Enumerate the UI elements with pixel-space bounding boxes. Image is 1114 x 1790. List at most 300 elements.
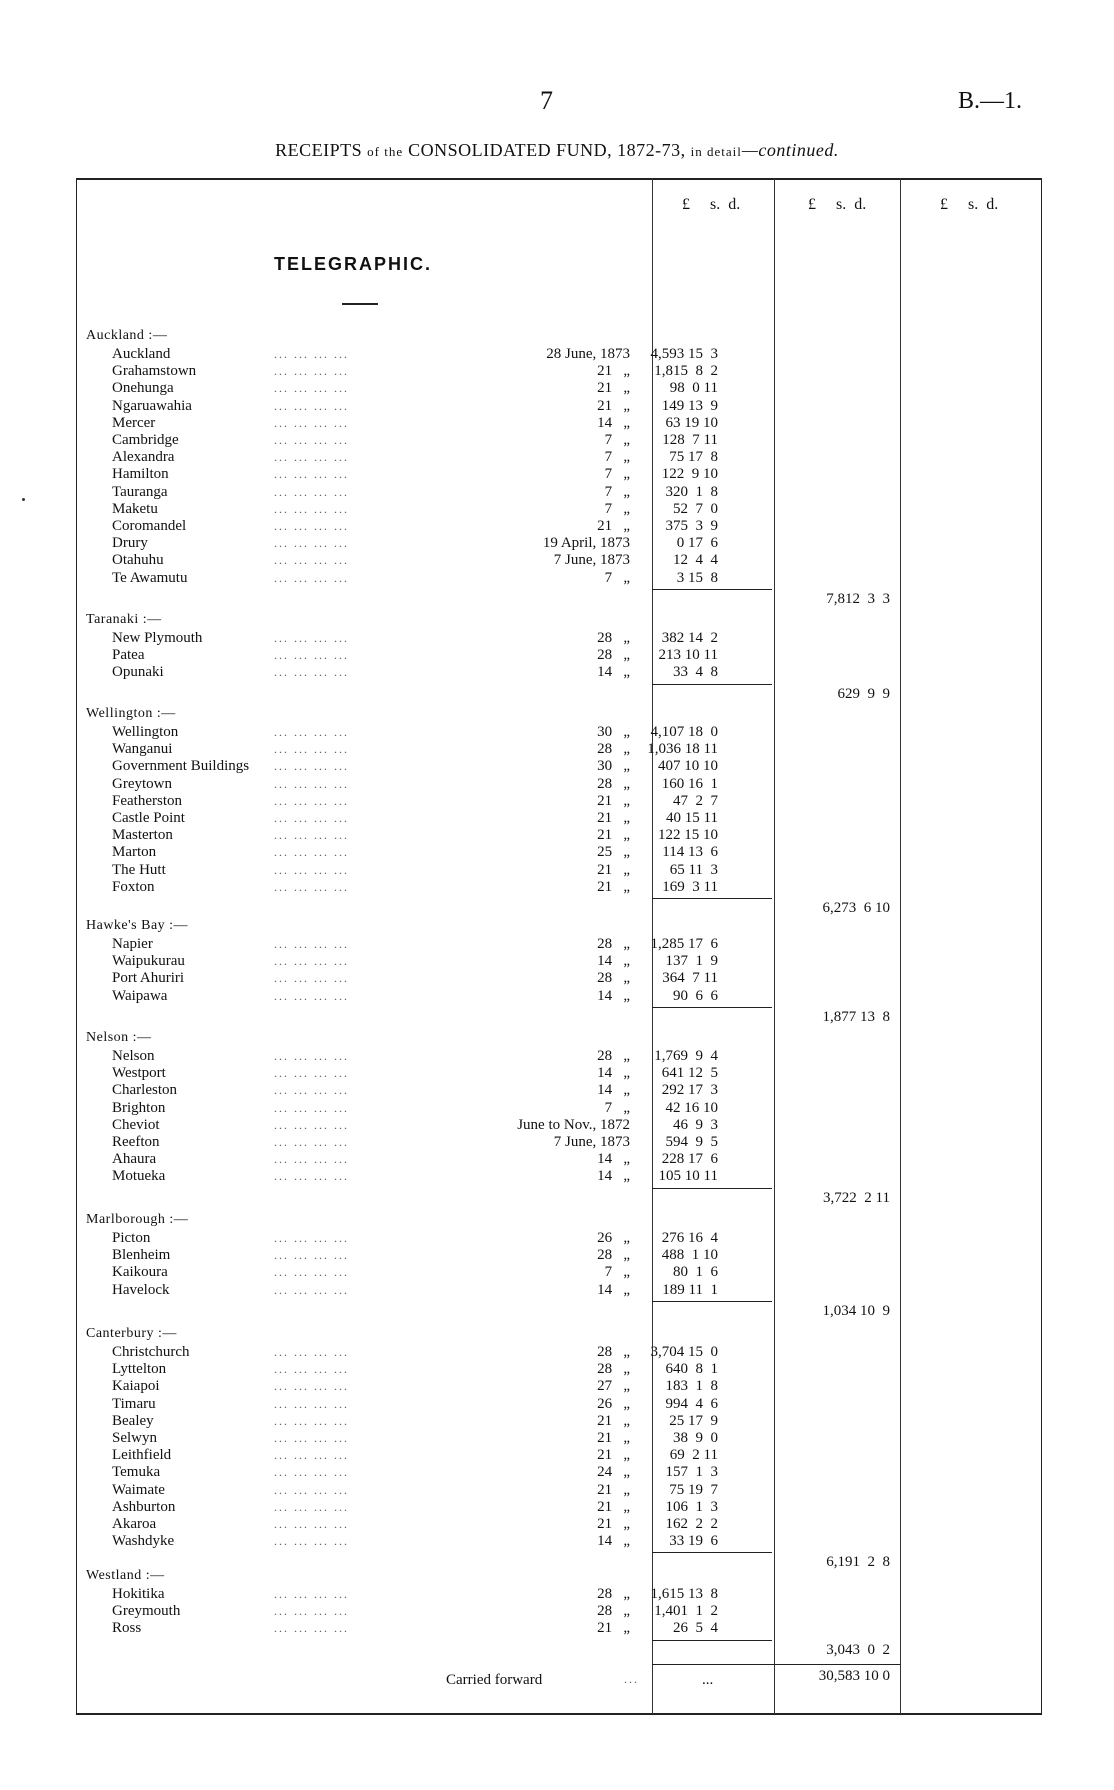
row-amount: 137 1 9 [665, 953, 718, 970]
leader-dots: ... ... ... ... [274, 1517, 349, 1531]
row-amount: 75 17 8 [669, 449, 718, 466]
section-heading: Hawke's Bay :— [86, 918, 189, 933]
row-date: 28 „ [597, 1247, 630, 1264]
row-amount: 213 10 11 [658, 647, 718, 664]
table-row [0, 724, 1114, 741]
row-amount: 228 17 6 [661, 1151, 718, 1168]
row-date: 28 „ [597, 630, 630, 646]
table-row [0, 647, 1114, 664]
row-date: 28 „ [597, 970, 630, 987]
table-row [0, 1100, 1114, 1117]
office-name: Hokitika [112, 1586, 165, 1602]
office-name: Bealey [112, 1412, 154, 1429]
section-total: 7,812 3 3 [826, 590, 890, 607]
leader-dots: ... ... ... ... [274, 1534, 349, 1549]
leader-dots: ... ... ... ... [274, 1362, 349, 1377]
leader-dots: ... ... ... ... [274, 793, 349, 808]
row-amount: 1,036 18 11 [647, 741, 718, 758]
row-date: 28 „ [597, 1048, 630, 1064]
leader-dots: ... ... ... ... [274, 776, 349, 791]
leader-dots: ... ... ... ... [274, 631, 349, 645]
row-amount: 46 9 3 [673, 1116, 718, 1133]
section-total: 3,043 0 2 [826, 1641, 890, 1658]
leader-dots: ... ... ... ... [274, 570, 349, 585]
office-name: Waipawa [112, 987, 168, 1004]
row-date: 21 „ [597, 518, 630, 534]
office-name: Charleston [112, 1082, 177, 1099]
office-name: Waipukurau [112, 953, 185, 970]
leader-dots: ... ... ... ... [274, 364, 349, 379]
row-amount: 382 14 2 [661, 630, 718, 646]
carried-forward-label: Carried forward [446, 1672, 543, 1688]
subtotal-rule [652, 1188, 772, 1189]
office-name: Tauranga [112, 483, 168, 500]
column-header-2: £ s. d. [808, 196, 867, 213]
row-amount: 65 11 3 [669, 861, 718, 878]
table-row [0, 1230, 1114, 1247]
table-row [0, 415, 1114, 432]
section-heading: Auckland :— [86, 328, 168, 343]
row-date: 7 „ [604, 500, 630, 517]
table-row [0, 1533, 1114, 1550]
row-date: 7 „ [604, 483, 630, 500]
office-name: Castle Point [112, 810, 185, 826]
row-amount: 162 2 2 [665, 1516, 718, 1532]
table-row [0, 1048, 1114, 1065]
carried-forward-rule [652, 1664, 900, 1665]
row-amount: 114 13 6 [662, 844, 718, 861]
row-amount: 407 10 10 [658, 758, 718, 775]
row-amount: 364 7 11 [662, 970, 718, 987]
row-amount: 33 4 8 [673, 664, 718, 681]
row-amount: 594 9 5 [665, 1134, 718, 1150]
leader-dots: ... [624, 1672, 639, 1686]
row-date: 25 „ [597, 844, 630, 861]
row-amount: 122 9 10 [661, 466, 718, 483]
office-name: Coromandel [112, 518, 187, 534]
row-amount: 12 4 4 [673, 552, 718, 569]
office-name: Ngaruawahia [112, 397, 192, 414]
subtotal-rule [652, 1552, 772, 1553]
leader-dots: ... ... ... ... [274, 501, 349, 516]
row-amount: 488 1 10 [661, 1247, 718, 1264]
row-date: 30 „ [597, 724, 630, 740]
table-row [0, 1482, 1114, 1499]
row-date: 14 „ [597, 1065, 630, 1082]
row-amount: 375 3 9 [665, 518, 718, 534]
table-row [0, 1586, 1114, 1603]
office-name: Westport [112, 1065, 166, 1082]
office-name: Ahaura [112, 1151, 157, 1168]
office-name: Marton [112, 844, 157, 861]
column-header-3: £ s. d. [940, 196, 999, 213]
office-name: Waimate [112, 1481, 165, 1498]
office-name: Drury [112, 535, 148, 552]
leader-dots: ... ... ... ... [274, 1100, 349, 1115]
row-date: 28 „ [597, 647, 630, 664]
office-name: Lyttelton [112, 1361, 167, 1378]
row-date: 7 June, 1873 [553, 1134, 630, 1150]
office-name: Leithfield [112, 1447, 172, 1464]
table-row [0, 1282, 1114, 1299]
leader-dots: ... ... ... ... [274, 519, 349, 533]
office-name: Alexandra [112, 449, 175, 466]
row-date: 21 „ [597, 792, 630, 809]
title-part: CONSOLIDATED FUND, 1872-73, [408, 140, 686, 160]
office-name: Blenheim [112, 1247, 171, 1264]
table-row [0, 988, 1114, 1005]
leader-dots: ... ... ... ... [274, 811, 349, 825]
leader-dots: ... ... ... ... [274, 1169, 349, 1184]
row-date: 21 „ [597, 380, 630, 397]
row-date: 21 „ [597, 363, 630, 380]
table-row [0, 380, 1114, 397]
table-row [0, 1065, 1114, 1082]
office-name: Cheviot [112, 1116, 160, 1133]
table-row [0, 1620, 1114, 1637]
row-amount: 3 15 8 [676, 569, 718, 586]
table-row [0, 398, 1114, 415]
leader-dots: ... ... ... ... [274, 536, 349, 551]
office-name: Wellington [112, 724, 179, 740]
office-name: Mercer [112, 414, 156, 431]
table-row [0, 862, 1114, 879]
office-name: Government Buildings [112, 758, 250, 775]
table-row [0, 535, 1114, 552]
table-row [0, 346, 1114, 363]
table-row [0, 844, 1114, 861]
document-reference: B.—1. [958, 88, 1023, 114]
office-name: Napier [112, 936, 153, 952]
leader-dots: ... ... ... ... [274, 1066, 349, 1081]
row-amount: 98 0 11 [669, 380, 718, 397]
leader-dots: ... ... ... ... [274, 1117, 349, 1132]
row-date: 14 „ [597, 414, 630, 431]
section-total: 1,034 10 9 [822, 1302, 890, 1319]
table-row [0, 970, 1114, 987]
office-name: Hamilton [112, 466, 169, 483]
table-row [0, 1134, 1114, 1151]
row-date: 14 „ [597, 1281, 630, 1298]
row-amount: 994 4 6 [665, 1395, 718, 1412]
office-name: The Hutt [112, 861, 166, 878]
leader-dots: ... ... ... ... [274, 1248, 349, 1263]
row-amount: 80 1 6 [673, 1264, 718, 1281]
leader-dots: ... ... ... ... [274, 1152, 349, 1167]
row-date: 28 „ [597, 741, 630, 758]
office-name: Greymouth [112, 1603, 181, 1620]
row-date: 21 „ [597, 861, 630, 878]
table-row [0, 1168, 1114, 1185]
leader-dots: ... ... ... ... [274, 759, 349, 774]
table-row [0, 1151, 1114, 1168]
row-date: 19 April, 1873 [542, 535, 630, 552]
table-row [0, 1396, 1114, 1413]
column-header-1: £ s. d. [682, 196, 741, 213]
leader-dots: ... ... ... ... [274, 415, 349, 430]
section-total: 6,191 2 8 [826, 1554, 890, 1571]
table-row [0, 936, 1114, 953]
leader-dots: ... ... ... ... [274, 1465, 349, 1480]
row-amount: 169 3 11 [662, 878, 718, 895]
section-total: 629 9 9 [837, 685, 890, 702]
subtotal-rule [652, 898, 772, 899]
row-amount: 26 5 4 [673, 1620, 718, 1637]
row-amount: 106 1 3 [665, 1498, 718, 1515]
row-amount: 4,593 15 3 [650, 346, 718, 362]
row-date: 14 „ [597, 1533, 630, 1550]
row-date: 7 June, 1873 [553, 552, 630, 569]
row-date: 14 „ [597, 1082, 630, 1099]
office-name: Opunaki [112, 664, 164, 681]
row-amount: 47 2 7 [673, 792, 718, 809]
leader-dots: ... ... ... ... [274, 1413, 349, 1428]
leader-dots: ... ... ... ... [274, 1135, 349, 1149]
section-heading: Nelson :— [86, 1030, 152, 1045]
leader-dots: ... ... ... ... [274, 484, 349, 499]
leader-dots: ... ... ... ... [274, 1587, 349, 1601]
leader-dots: ... ... ... ... [274, 1379, 349, 1394]
table-row [0, 1117, 1114, 1134]
row-amount: 90 6 6 [673, 987, 718, 1004]
table-row [0, 1430, 1114, 1447]
row-amount: 1,615 13 8 [650, 1586, 718, 1602]
row-date: 14 „ [597, 1168, 630, 1185]
leader-dots: ... ... ... ... [274, 937, 349, 951]
office-name: Foxton [112, 878, 155, 895]
row-date: 21 „ [597, 1498, 630, 1515]
row-date: 21 „ [597, 810, 630, 826]
row-date: 28 „ [597, 1344, 630, 1360]
row-date: 26 „ [597, 1230, 630, 1246]
row-amount: 1,401 1 2 [654, 1603, 718, 1620]
office-name: Patea [112, 647, 145, 664]
table-row [0, 953, 1114, 970]
row-date: 28 „ [597, 775, 630, 792]
row-amount: 33 19 6 [669, 1533, 718, 1550]
leader-dots: ... ... ... ... [274, 347, 349, 361]
row-date: 14 „ [597, 1151, 630, 1168]
row-date: 21 „ [597, 878, 630, 895]
row-amount: 75 19 7 [669, 1481, 718, 1498]
row-date: 28 „ [597, 1603, 630, 1620]
row-date: 14 „ [597, 664, 630, 681]
leader-dots: ... ... ... ... [274, 879, 349, 894]
row-amount: 1,815 8 2 [654, 363, 718, 380]
row-date: 7 „ [604, 449, 630, 466]
row-amount: 160 16 1 [661, 775, 718, 792]
office-name: Cambridge [112, 432, 179, 448]
table-row [0, 630, 1114, 647]
row-date: 21 „ [597, 1447, 630, 1464]
row-amount: 4,107 18 0 [650, 724, 718, 740]
table-row [0, 552, 1114, 569]
row-amount: 0 17 6 [676, 535, 718, 552]
office-name: Timaru [112, 1395, 156, 1412]
office-name: Motueka [112, 1168, 166, 1185]
leader-dots: ... ... ... ... [274, 1231, 349, 1245]
row-date: 21 „ [597, 1516, 630, 1532]
office-name: Otahuhu [112, 552, 164, 569]
row-date: 26 „ [597, 1395, 630, 1412]
table-row [0, 810, 1114, 827]
row-date: 28 June, 1873 [546, 346, 630, 362]
row-date: 21 „ [597, 1620, 630, 1637]
row-date: 21 „ [597, 827, 630, 844]
row-amount: 38 9 0 [673, 1430, 718, 1446]
office-name: Selwyn [112, 1430, 157, 1446]
section-subheading: TELEGRAPHIC. [274, 254, 433, 274]
row-amount: 276 16 4 [661, 1230, 718, 1246]
leader-dots: ... ... ... ... [274, 553, 349, 568]
row-amount: 292 17 3 [661, 1082, 718, 1099]
row-amount: 183 1 8 [665, 1378, 718, 1395]
office-name: Te Awamutu [112, 569, 188, 586]
title-part: of the [367, 144, 404, 159]
row-date: 7 „ [604, 432, 630, 448]
leader-dots: ... ... ... ... [274, 988, 349, 1003]
row-amount: 52 7 0 [673, 500, 718, 517]
row-amount: 42 16 10 [665, 1099, 718, 1116]
leader-dots: ... ... ... ... [274, 1482, 349, 1497]
row-date: 28 „ [597, 1586, 630, 1602]
row-amount: 640 8 1 [665, 1361, 718, 1378]
table-row [0, 1499, 1114, 1516]
section-heading: Westland :— [86, 1568, 165, 1583]
office-name: Nelson [112, 1048, 155, 1064]
row-amount: 128 7 11 [662, 432, 718, 448]
row-amount: 1,769 9 4 [654, 1048, 718, 1064]
table-row [0, 1413, 1114, 1430]
table-row [0, 879, 1114, 896]
row-date: 7 „ [604, 1099, 630, 1116]
leader-dots: ... ... ... ... [274, 381, 349, 396]
table-row [0, 501, 1114, 518]
subtotal-rule [652, 589, 772, 590]
row-date: 21 „ [597, 397, 630, 414]
table-row [0, 827, 1114, 844]
office-name: Akaroa [112, 1516, 157, 1532]
row-date: 7 „ [604, 569, 630, 586]
section-heading: Wellington :— [86, 706, 176, 721]
office-name: Reefton [112, 1134, 160, 1150]
page-number: 7 [540, 86, 553, 115]
row-amount: 149 13 9 [661, 397, 718, 414]
row-amount: 40 15 11 [666, 810, 718, 826]
row-amount: 63 19 10 [665, 414, 718, 431]
section-total: 1,877 13 8 [822, 1008, 890, 1025]
row-date: 28 „ [597, 1361, 630, 1378]
subheading-rule [342, 303, 378, 305]
section-heading: Marlborough :— [86, 1212, 189, 1227]
leader-dots: ... ... ... ... [274, 398, 349, 413]
row-date: 30 „ [597, 758, 630, 775]
leader-dots: ... ... ... ... [274, 648, 349, 663]
row-date: 24 „ [597, 1464, 630, 1481]
office-name: Temuka [112, 1464, 161, 1481]
office-name: Onehunga [112, 380, 174, 397]
leader-dots: ... ... ... ... [274, 1345, 349, 1359]
table-row [0, 466, 1114, 483]
office-name: Havelock [112, 1281, 170, 1298]
row-amount: 3,704 15 0 [650, 1344, 718, 1360]
row-amount: 105 10 11 [658, 1168, 718, 1185]
table-row [0, 484, 1114, 501]
leader-dots: ... ... ... ... [274, 1049, 349, 1063]
table-row [0, 1361, 1114, 1378]
leader-dots: ... ... ... ... [274, 450, 349, 465]
row-amount: 69 2 11 [669, 1447, 718, 1464]
table-row [0, 1082, 1114, 1099]
leader-dots: ... ... ... ... [274, 725, 349, 739]
office-name: Wanganui [112, 741, 173, 758]
row-amount: 122 15 10 [658, 827, 718, 844]
office-name: Greytown [112, 775, 172, 792]
office-name: Ross [112, 1620, 142, 1637]
subtotal-rule [652, 1640, 772, 1641]
row-date: 27 „ [597, 1378, 630, 1395]
leader-dots: ... ... ... ... [274, 1499, 349, 1514]
leader-dots: ... ... ... ... [274, 665, 349, 680]
leader-dots: ... ... ... ... [274, 433, 349, 447]
row-date: 21 „ [597, 1412, 630, 1429]
table-row [0, 570, 1114, 587]
row-date: 14 „ [597, 987, 630, 1004]
table-row [0, 1344, 1114, 1361]
leader-dots: ... ... ... ... [274, 1083, 349, 1098]
leader-dots: ... ... ... ... [274, 467, 349, 482]
section-heading: Canterbury :— [86, 1326, 177, 1341]
row-amount: 1,285 17 6 [650, 936, 718, 952]
section-heading: Taranaki :— [86, 612, 162, 627]
office-name: Washdyke [112, 1533, 175, 1550]
table-row [0, 1378, 1114, 1395]
table-row [0, 432, 1114, 449]
leader-dots: ... ... ... ... [274, 1396, 349, 1411]
leader-dots: ... ... ... ... [274, 954, 349, 969]
office-name: Featherston [112, 792, 182, 809]
office-name: Kaikoura [112, 1264, 168, 1281]
subtotal-rule [652, 1301, 772, 1302]
table-row [0, 518, 1114, 535]
table-row [0, 741, 1114, 758]
office-name: Kaiapoi [112, 1378, 160, 1395]
row-date: 28 „ [597, 936, 630, 952]
leader-dots: ... ... ... ... [274, 1265, 349, 1280]
table-row [0, 1603, 1114, 1620]
title-part: RECEIPTS [275, 140, 363, 160]
row-amount: 25 17 9 [669, 1412, 718, 1429]
row-amount: 641 12 5 [661, 1065, 718, 1082]
subtotal-rule [652, 1007, 772, 1008]
office-name: Port Ahuriri [112, 970, 185, 987]
leader-dots: ... ... ... ... [274, 971, 349, 986]
table-row [0, 1464, 1114, 1481]
office-name: Christchurch [112, 1344, 190, 1360]
office-name: Picton [112, 1230, 151, 1246]
leader-dots: ... ... ... ... [274, 1604, 349, 1619]
title-part: in detail [690, 144, 742, 159]
leader-dots: ... ... ... ... [274, 742, 349, 757]
subtotal-rule [652, 684, 772, 685]
office-name: Brighton [112, 1099, 166, 1116]
table-row [0, 664, 1114, 681]
table-row [0, 1447, 1114, 1464]
row-amount: 320 1 8 [665, 483, 718, 500]
table-row [0, 758, 1114, 775]
table-row [0, 776, 1114, 793]
row-date: 21 „ [597, 1481, 630, 1498]
